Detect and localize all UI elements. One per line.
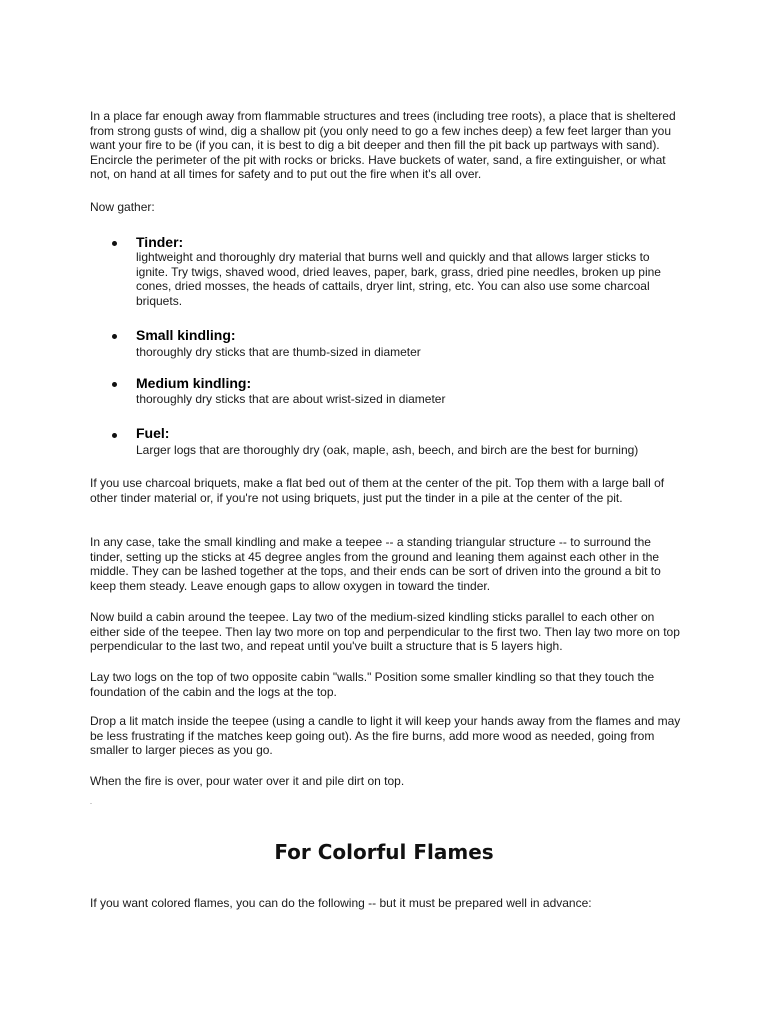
list-item-description: Larger logs that are thoroughly dry (oak, maple, ash, beech, and birch are the best for burning): [136, 443, 639, 457]
list-item-description: thoroughly dry sticks that are thumb-sized in diameter: [136, 345, 421, 359]
list-item-title: Small kindling:: [136, 327, 236, 343]
paragraph-logs: Lay two logs on the top of two opposite cabin "walls." Position some smaller kindling so that they touch the foundation of the cabin and the logs at the top.: [90, 670, 655, 699]
list-item-description: thoroughly dry sticks that are about wrist-sized in diameter: [136, 392, 446, 406]
bullet-dot: [112, 241, 117, 246]
list-item-small-kindling: [90, 327, 690, 363]
paragraph-fire-over: When the fire is over, pour water over it and pile dirt on top.: [90, 774, 405, 788]
bullet-dot: [112, 382, 117, 387]
list-item-title: Medium kindling:: [136, 375, 252, 391]
list-item-description: lightweight and thoroughly dry material that burns well and quickly and that allows larger sticks to ignite. Try twigs, shaved wood, dried leaves, paper, bark, grass, dried pine needles, broken up pine cones, dried mosses, the heads of cattails, dryer lint, string, etc. You can also use some charcoal briquets.: [136, 250, 661, 308]
list-item-title: Tinder:: [136, 234, 184, 250]
paragraph-cabin: Now build a cabin around the teepee. Lay two of the medium-sized kindling sticks parallel to each other on either side of the teepee. Then lay two more on top and perpendicular to the first two. Then lay two more on top perpendicular to the last two, and repeat until you've built a structure that is 5 layers high.: [90, 610, 680, 654]
list-item-tinder: [90, 234, 690, 314]
list-item-title: Fuel:: [136, 425, 170, 441]
list-item-fuel: [90, 425, 690, 461]
section-intro: If you want colored flames, you can do the following -- but it must be prepared well in advance:: [90, 896, 592, 910]
bullet-dot: [112, 433, 117, 438]
bullet-dot: [112, 334, 117, 339]
gather-label: Now gather:: [90, 200, 155, 214]
intro-paragraph: In a place far enough away from flammable structures and trees (including tree roots), a place that is sheltered from strong gusts of wind, dig a shallow pit (you only need to go a few inches deep) a few feet larger than you want your fire to be (if you can, it is best to dig a bit deeper and then fill the pit back up partways with sand). Encircle the perimeter of the pit with rocks or bricks. Have buckets of water, sand, a fire extinguisher, or what not, on hand at all times for safety and to put out the fire when it's all over.: [90, 109, 676, 182]
section-heading: For Colorful Flames: [274, 840, 494, 864]
paragraph-lit-match: Drop a lit match inside the teepee (using a candle to light it will keep your hands away from the flames and may be less frustrating if the matches keep going out). As the fire burns, add more wood as needed, going from smaller to larger pieces as you go.: [90, 714, 681, 758]
divider-mark: [90, 803, 92, 804]
paragraph-briquets: If you use charcoal briquets, make a flat bed out of them at the center of the pit. Top them with a large ball of other tinder material or, if you're not using briquets, just put the tinder in a pile at the center of the pit.: [90, 476, 665, 505]
paragraph-teepee: In any case, take the small kindling and make a teepee -- a standing triangular structure -- to surround the tinder, setting up the sticks at 45 degree angles from the ground and leaning them against each other in the middle. They can be lashed together at the tops, and their ends can be sort of driven into the ground a bit to keep them steady. Leave enough gaps to allow oxygen in toward the tinder.: [90, 535, 661, 593]
list-item-medium-kindling: [90, 375, 690, 411]
